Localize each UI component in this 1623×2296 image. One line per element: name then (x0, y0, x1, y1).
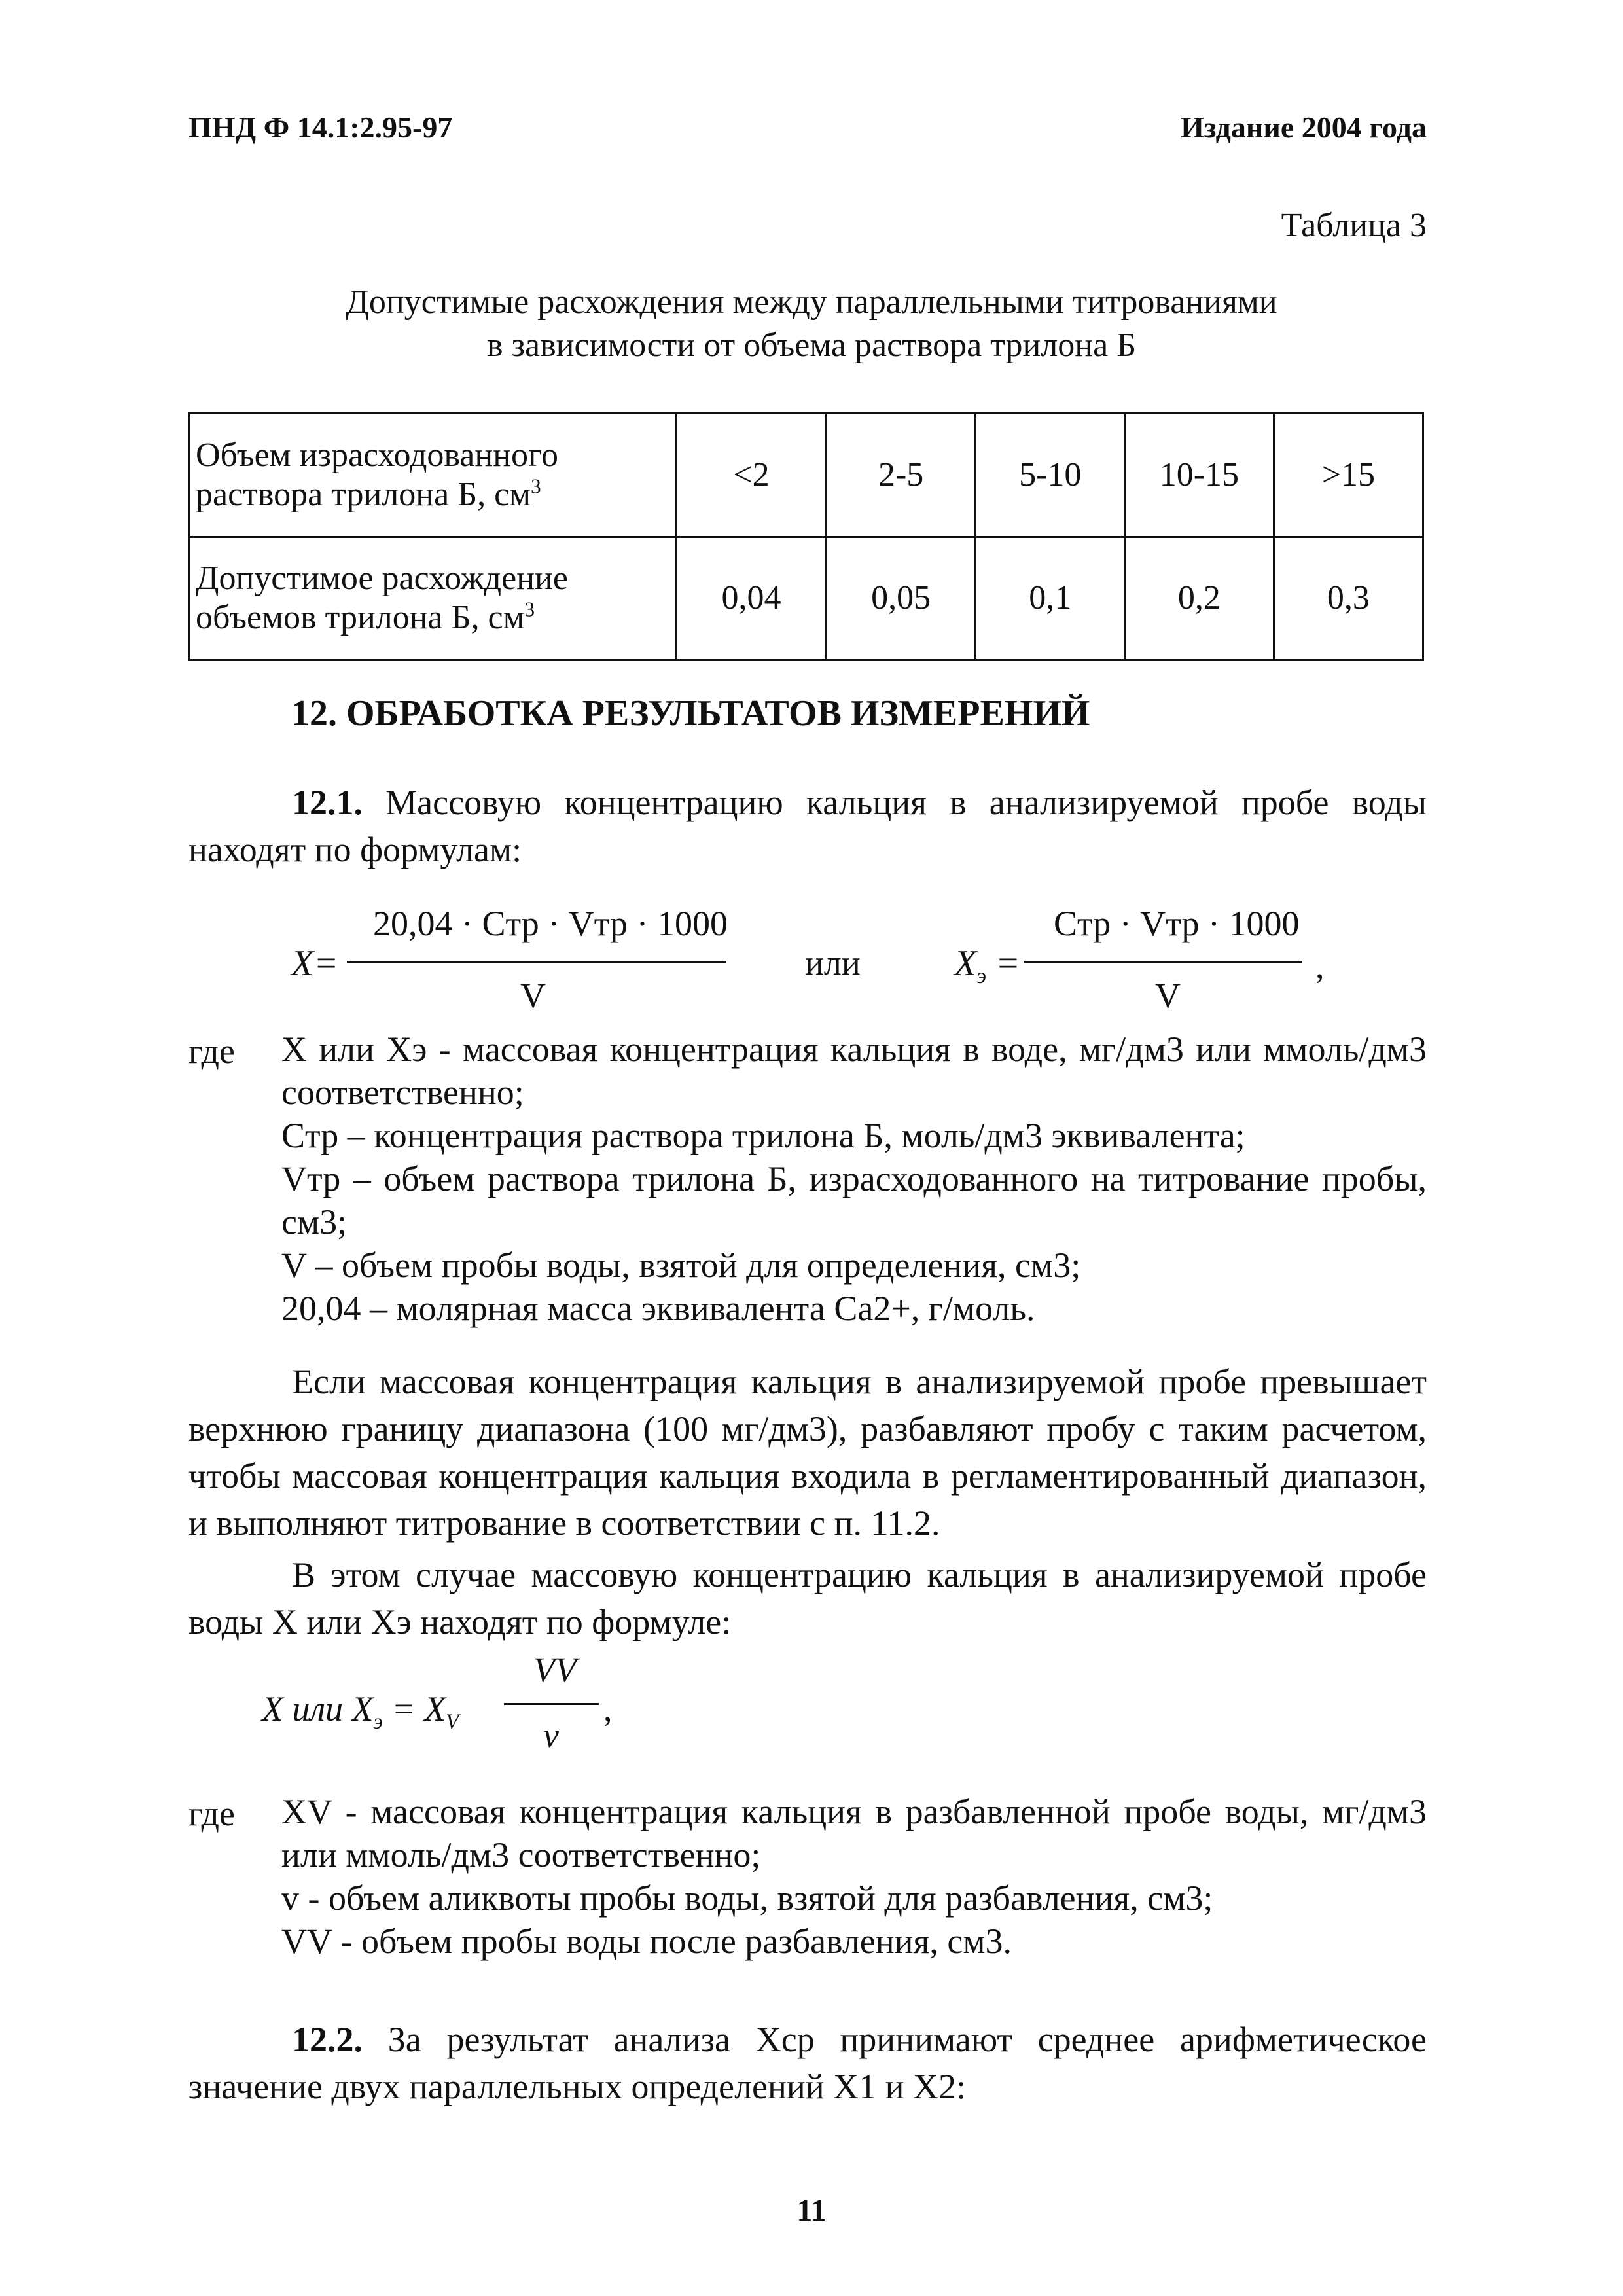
table-cell: 0,2 (1125, 537, 1274, 660)
table-caption: Таблица 3 (1281, 207, 1427, 244)
table-cell: 0,05 (826, 537, 976, 660)
formula-comma: , (603, 1689, 613, 1729)
row2-label-text: Допустимое расхождение объемов трилона Б, см (196, 560, 568, 637)
unit-superscript: 3 (524, 598, 535, 621)
formula2-numerator: Cтр · Vтр · 1000 (1054, 904, 1300, 943)
definition-item: Vтр – объем раствора трилона Б, израсходованного на титрование пробы, см3; (281, 1159, 1427, 1242)
fraction-bar (504, 1703, 599, 1705)
formula2-lhs: $X_э$ = (954, 943, 1020, 989)
table-title-line-2: в зависимости от объема раствора трилона Б (486, 327, 1137, 364)
where-label: где (188, 1794, 235, 1833)
formula3-numerator: VV (533, 1650, 577, 1689)
formula-comma: , (1315, 946, 1325, 986)
row1-label-text: Объем израсходованного раствора трилона Б, см (196, 436, 559, 513)
table-row (190, 537, 1423, 660)
document-code: ПНД Ф 14.1:2.95-97 (188, 111, 453, 144)
table-cell: 10-15 (1125, 414, 1274, 537)
fraction-bar (1024, 961, 1302, 963)
definition-item: 20,04 – молярная масса эквивалента Ca2+, г/моль. (281, 1289, 1035, 1328)
definition-item: V – объем пробы воды, взятой для определения, см3; (281, 1246, 1081, 1285)
definition-item: v - объем аликвоты пробы воды, взятой для разбавления, см3; (281, 1878, 1213, 1918)
formula1-denominator: V (520, 976, 546, 1015)
table-cell: 0,1 (976, 537, 1125, 660)
definitions-list-1 (281, 1028, 1427, 1330)
clause-text: За результат анализа Xср принимают среднее арифметическое значение двух параллельных определений X1 и X2: (188, 2020, 1427, 2106)
table-cell: >15 (1274, 414, 1423, 537)
formula3-denominator: v (543, 1715, 559, 1755)
definitions-list-2 (281, 1790, 1427, 1963)
paragraph-dilution: Если массовая концентрация кальция в анализируемой пробе превышает верхнюю границу диапазона (100 мг/дм3), разбавляют пробу с таким расчетом, чтобы массовая концентрация кальция входила в регламентированный диапазон, и выполняют титрование в соответствии с п. 11.2. (188, 1362, 1427, 1543)
tolerance-table (188, 412, 1424, 661)
table-cell: 5-10 (976, 414, 1125, 537)
formula3-fraction (504, 1649, 602, 1780)
definition-item: VV - объем пробы воды после разбавления, см3. (281, 1922, 1012, 1961)
unit-superscript: 3 (531, 475, 541, 498)
page-number: 11 (796, 2193, 827, 2228)
definition-item: X или Xэ - массовая концентрация кальция в воде, мг/дм3 или ммоль/дм3 соответственно; (281, 1030, 1427, 1112)
paragraph-case: В этом случае массовую концентрацию кальция в анализируемой пробе воды X или Xэ находят по формуле: (188, 1555, 1427, 1641)
edition-label: Издание 2004 года (1181, 111, 1427, 144)
clause-number: 12.2. (292, 2020, 363, 2059)
paragraph-12-1 (188, 779, 1427, 873)
table-title-line-1: Допустимые расхождения между параллельными титрованиями (346, 283, 1277, 321)
formula1-numerator: 20,04 · Cтр · Vтр · 1000 (373, 904, 728, 943)
formula1-lhs: X= (291, 943, 338, 984)
clause-text: Массовую концентрацию кальция в анализируемой пробе воды находят по формулам: (188, 783, 1427, 869)
paragraph-12-2 (188, 2016, 1427, 2110)
table-row-label (190, 414, 677, 537)
formula2-denominator: V (1155, 976, 1181, 1015)
table-cell: 2-5 (826, 414, 976, 537)
fraction-bar (347, 961, 726, 963)
table-cell: <2 (677, 414, 827, 537)
table-row-label (190, 537, 677, 660)
clause-number: 12.1. (292, 783, 363, 822)
where-label: где (188, 1031, 235, 1071)
table-row (190, 414, 1423, 537)
formula3-lhs: X или $X_э = X_V$ (262, 1689, 459, 1734)
definition-item: Cтр – концентрация раствора трилона Б, моль/дм3 эквивалента; (281, 1116, 1245, 1155)
formula-or: или (805, 943, 861, 982)
formula2-fraction (1024, 903, 1312, 1034)
formula1-fraction (340, 903, 733, 1034)
table-cell: 0,3 (1274, 537, 1423, 660)
table-cell: 0,04 (677, 537, 827, 660)
section-heading: 12. ОБРАБОТКА РЕЗУЛЬТАТОВ ИЗМЕРЕНИЙ (291, 693, 1090, 734)
definition-item: XV - массовая концентрация кальция в разбавленной пробе воды, мг/дм3 или ммоль/дм3 соответственно; (281, 1792, 1427, 1874)
